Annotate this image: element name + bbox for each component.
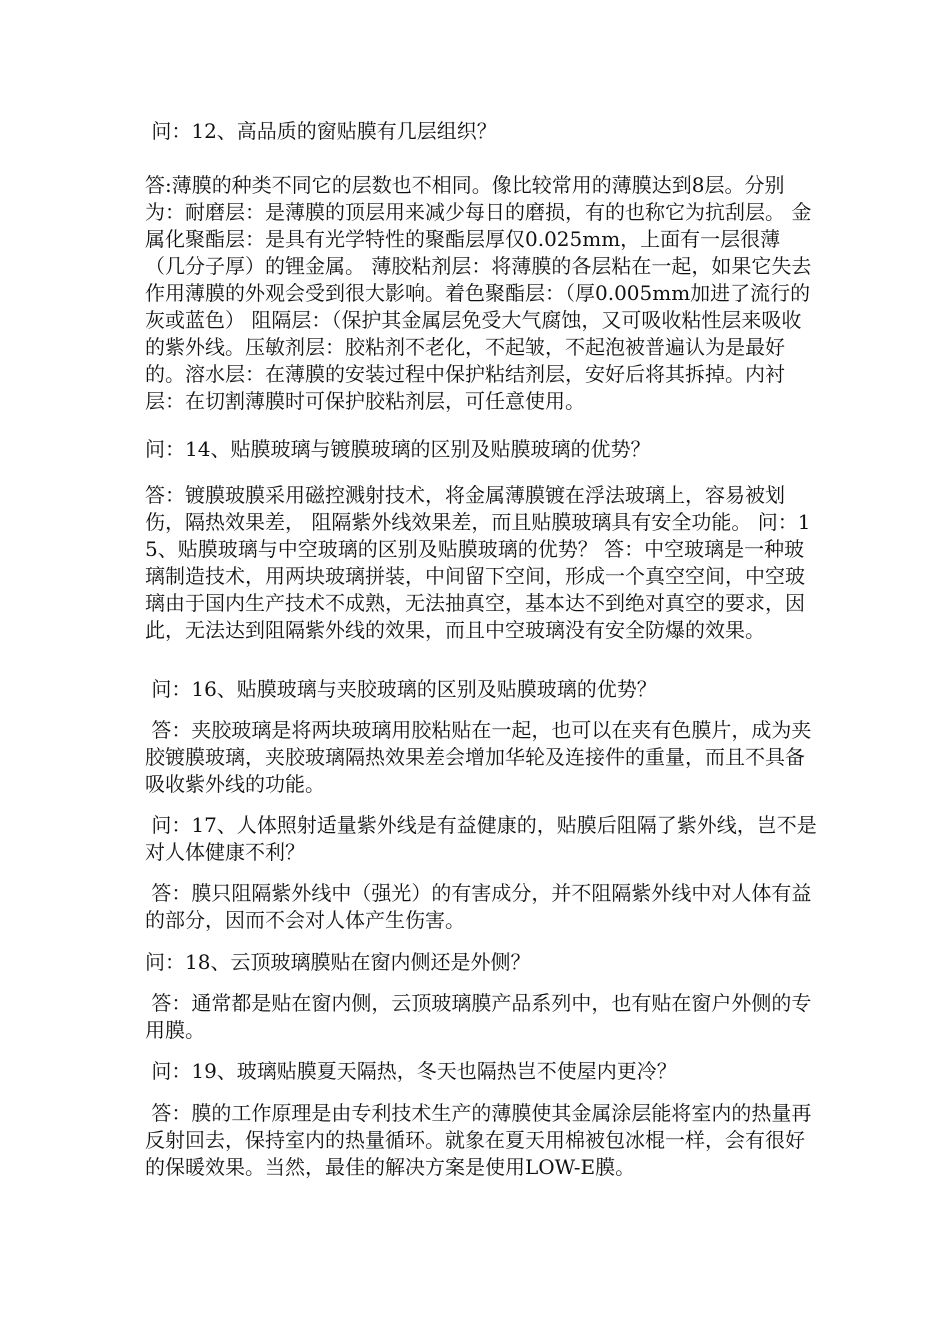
question-16: 问：16、贴膜玻璃与夹胶玻璃的区别及贴膜玻璃的优势？ <box>145 677 657 701</box>
question-17: 问：17、人体照射适量紫外线是有益健康的，贴膜后阻隔了紫外线，岂不是对人体健康不利？ <box>145 813 817 864</box>
answer-12: 答:薄膜的种类不同它的层数也不相同。像比较常用的薄膜达到8层。分别为：耐磨层：是薄膜的顶层用来减少每日的磨损，有的也称它为抗刮层。 金属化聚酯层：是具有光学特性的聚酯层厚仅0.025mm，上面有一层很薄（几分子厚）的锂金属。 薄胶粘剂层：将薄膜的各层粘在一起，如果它失去作用薄膜的外观会受到很大影响。着色聚酯层：（厚0.005mm加进了流行的灰或蓝色） 阻隔层：（保护其金属层免受大气腐蚀，又可吸收粘性层来吸收的紫外线。压敏剂层：胶粘剂不老化，不起皱，不起泡被普遍认为是最好的。溶水层：在薄膜的安装过程中保护粘结剂层，安好后将其拆掉。内衬层：在切割薄膜时可保护胶粘剂层，可任意使用。 <box>145 173 812 413</box>
question-18: 问：18、云顶玻璃膜贴在窗内侧还是外侧？ <box>145 950 531 974</box>
answer-16: 答：夹胶玻璃是将两块玻璃用胶粘贴在一起，也可以在夹有色膜片，成为夹胶镀膜玻璃，夹胶玻璃隔热效果差会增加华轮及连接件的重量，而且不具备吸收紫外线的功能。 <box>145 718 812 796</box>
question-14: 问：14、贴膜玻璃与镀膜玻璃的区别及贴膜玻璃的优势？ <box>145 437 651 461</box>
question-12: 问：12、高品质的窗贴膜有几层组织？ <box>145 119 497 143</box>
answer-14-15: 答：镀膜玻膜采用磁控溅射技术，将金属薄膜镀在浮法玻璃上，容易被划伤，隔热效果差， 阻隔紫外线效果差，而且贴膜玻璃具有安全功能。 问：15、贴膜玻璃与中空玻璃的区别及贴膜玻璃的优势？ 答：中空玻璃是一种玻璃制造技术，用两块玻璃拼装，中间留下空间，形成一个真空空间，中空玻璃由于国内生产技术不成熟，无法抽真空，基本达不到绝对真空的要求，因此，无法达到阻隔紫外线的效果，而且中空玻璃没有安全防爆的效果。 <box>145 483 811 642</box>
answer-17: 答：膜只阻隔紫外线中（强光）的有害成分，并不阻隔紫外线中对人体有益的部分，因而不会对人体产生伤害。 <box>145 881 812 932</box>
answer-19: 答：膜的工作原理是由专利技术生产的薄膜使其金属涂层能将室内的热量再反射回去，保持室内的热量循环。就象在夏天用棉被包冰棍一样，会有很好的保暖效果。当然，最佳的解决方案是使用LOW-E膜。 <box>145 1101 812 1179</box>
answer-18: 答：通常都是贴在窗内侧，云顶玻璃膜产品系列中，也有贴在窗户外侧的专用膜。 <box>145 991 812 1042</box>
question-19: 问：19、玻璃贴膜夏天隔热，冬天也隔热岂不使屋内更冷？ <box>145 1059 677 1083</box>
